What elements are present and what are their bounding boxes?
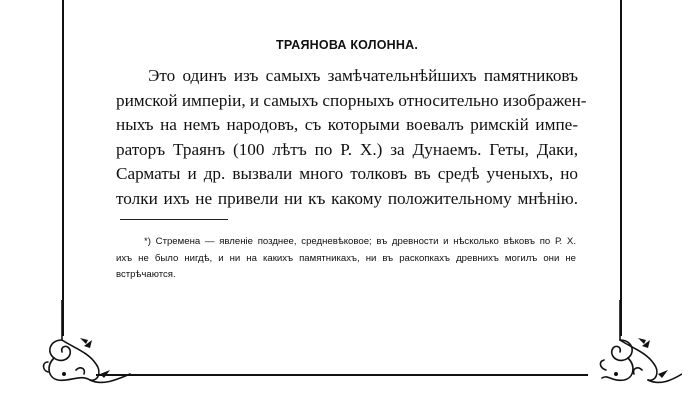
paragraph-line: римской имперіи, и самыхъ спорныхъ относительно изображен-	[116, 90, 587, 110]
footnote-line: встрѣчаются.	[116, 269, 176, 280]
paragraph-line: Это одинъ изъ самыхъ замѣчательнѣйшихъ памятниковъ	[148, 66, 578, 85]
scroll-flourish-icon	[40, 300, 132, 392]
paragraph-line: раторъ Траянъ (100 лѣтъ по Р. Х.) за Дунаемъ. Геты, Даки,	[116, 139, 578, 159]
footnote-separator	[120, 219, 228, 220]
paragraph-line: ныхъ на немъ народовъ, съ которыми воевалъ римскій импе-	[116, 115, 578, 134]
main-paragraph	[116, 64, 587, 211]
scroll-flourish-icon	[590, 300, 682, 392]
section-heading: ТРАЯНОВА КОЛОННА.	[275, 38, 419, 52]
paragraph-line: толки ихъ не привели ни къ какому положительному мнѣнію.	[116, 188, 578, 208]
page-frame-bottom	[96, 374, 588, 376]
cutoff-text-fragment	[100, 0, 440, 3]
footnote-line: ихъ не было нигдѣ, и ни на какихъ памятникахъ, ни въ раскопкахъ древнихъ могилъ они не	[116, 252, 576, 264]
paragraph-line: Сарматы и др. вызвали много толковъ въ средѣ ученыхъ, но	[116, 164, 578, 183]
footnote-line: *) Стремена — явленіе позднее, средневѣковое; въ древности и нѣсколько вѣковъ по Р. Х.	[144, 236, 576, 247]
footnote	[116, 234, 576, 284]
